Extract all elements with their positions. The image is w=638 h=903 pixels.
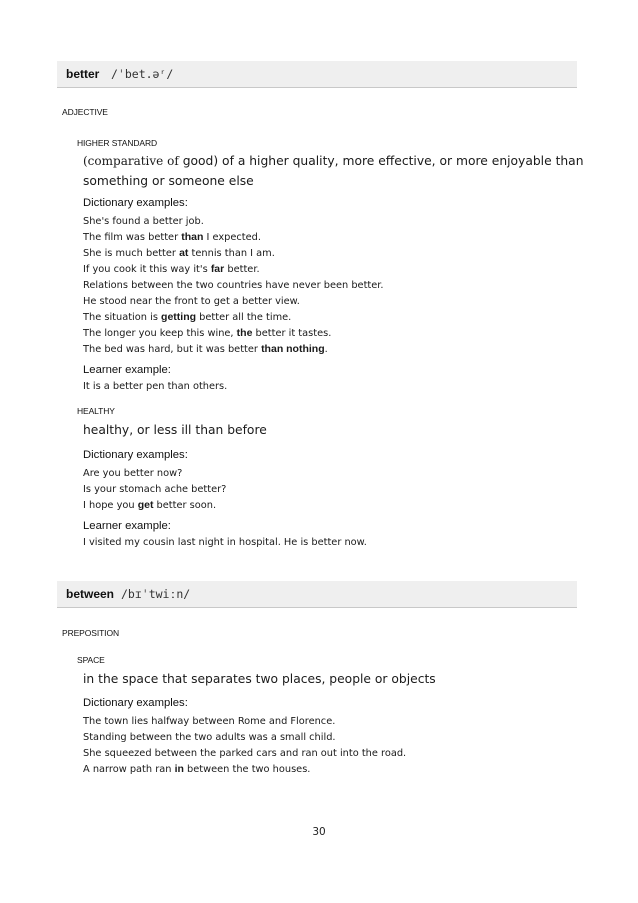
- headword: better: [66, 67, 100, 81]
- learner-example-heading: Learner example:: [83, 364, 171, 376]
- example-sentence: Relations between the two countries have never been better.: [83, 280, 384, 291]
- dictionary-examples-heading: Dictionary examples:: [83, 449, 188, 461]
- definition: [83, 420, 267, 440]
- definition-text: healthy, or less ill than before: [83, 423, 267, 437]
- example-sentence: I hope you get better soon.: [83, 499, 217, 511]
- definition: [83, 151, 584, 191]
- entry-header-better: [57, 61, 577, 88]
- learner-example: I visited my cousin last night in hospital. He is better now.: [83, 537, 367, 548]
- definition-text: good) of a higher quality, more effective, or more enjoyable than: [182, 154, 584, 168]
- example-sentence: The town lies halfway between Rome and Florence.: [83, 716, 336, 727]
- example-sentence: He stood near the front to get a better view.: [83, 296, 300, 307]
- part-of-speech: ADJECTIVE: [62, 107, 108, 117]
- example-sentence: The bed was hard, but it was better than nothing.: [83, 343, 328, 355]
- example-sentence: The film was better than I expected.: [83, 231, 261, 243]
- headword: between: [66, 587, 115, 601]
- guideword: SPACE: [77, 655, 105, 665]
- example-sentence: Standing between the two adults was a small child.: [83, 732, 336, 743]
- example-sentence: She squeezed between the parked cars and ran out into the road.: [83, 748, 407, 759]
- guideword: HIGHER STANDARD: [77, 138, 158, 148]
- example-sentence: The longer you keep this wine, the better it tastes.: [83, 327, 332, 339]
- learner-example-heading: Learner example:: [83, 520, 171, 532]
- page-number: 30: [312, 826, 326, 838]
- example-sentence: Are you better now?: [83, 468, 183, 479]
- example-sentence: If you cook it this way it's far better.: [83, 263, 260, 275]
- example-sentence: She is much better at tennis than I am.: [83, 247, 275, 259]
- part-of-speech: PREPOSITION: [62, 628, 119, 638]
- dictionary-examples-heading: Dictionary examples:: [83, 197, 188, 209]
- example-sentence: She's found a better job.: [83, 216, 204, 227]
- example-sentence: Is your stomach ache better?: [83, 484, 227, 495]
- entry-header-between: [57, 581, 577, 608]
- pronunciation: /bɪˈtwiːn/: [121, 587, 191, 601]
- example-sentence: The situation is getting better all the time.: [83, 311, 292, 323]
- definition-text: in the space that separates two places, people or objects: [83, 672, 436, 686]
- definition-text: something or someone else: [83, 174, 254, 188]
- definition: [83, 669, 436, 689]
- learner-example: It is a better pen than others.: [83, 381, 228, 392]
- guideword: HEALTHY: [77, 406, 115, 416]
- pronunciation: /ˈbet.əʳ/: [111, 67, 174, 81]
- grammar-note: (comparative of: [83, 154, 179, 168]
- example-sentence: A narrow path ran in between the two houses.: [83, 763, 311, 775]
- dictionary-examples-heading: Dictionary examples:: [83, 697, 188, 709]
